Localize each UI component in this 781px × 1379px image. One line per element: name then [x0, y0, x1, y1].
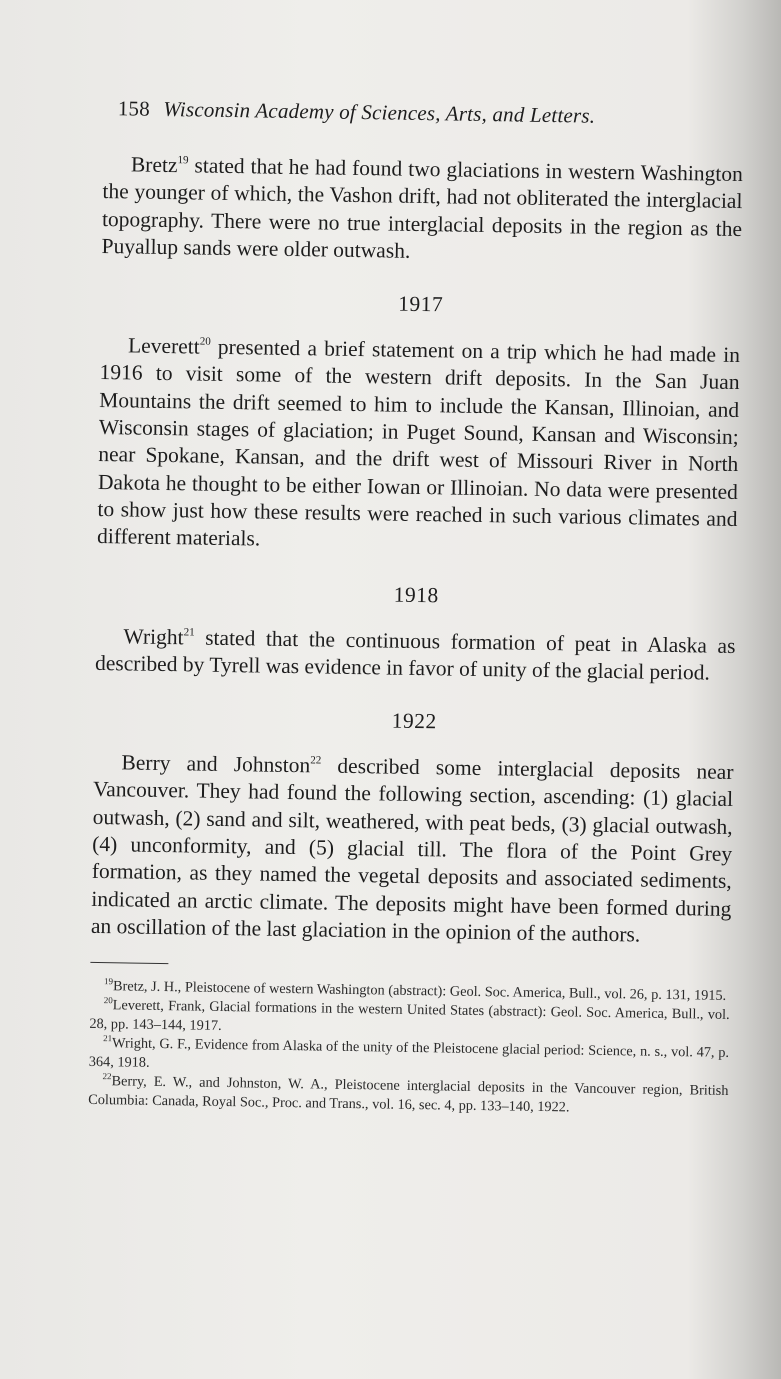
- paragraph-berry-johnston: [91, 749, 734, 950]
- author-name: Wright: [123, 623, 184, 649]
- paragraph-text: stated that the continuous formation of peat in Alaska as described by Tyrell was evidence in favor of unity of the glacial period.: [94, 625, 736, 685]
- paragraph-wright: [95, 622, 736, 687]
- footnote-ref: 22: [310, 754, 322, 767]
- footnote-number: 19: [104, 976, 114, 987]
- page-number: 158: [117, 96, 151, 121]
- footnote-number: 20: [103, 995, 113, 1006]
- footnote-text: Bretz, J. H., Pleistocene of western Washington (abstract): Geol. Soc. America, Bull., vol. 26, p. 131, 1915.: [112, 978, 727, 1005]
- paragraph-text: stated that he had found two glaciations in western Washington the younger of which, the Vashon drift, had not obliterated the interglacial topography. There were no true interglacial deposits in the region as the Puyallup sands were older outwash.: [101, 153, 744, 263]
- year-heading: 1917: [398, 291, 444, 317]
- footnote-ref: 20: [199, 335, 211, 348]
- footnote-ref: 19: [177, 154, 189, 167]
- journal-title: Wisconsin Academy of Sciences, Arts, and Letters.: [163, 96, 596, 128]
- paragraph-text: presented a brief statement on a trip which he had made in 1916 to visit some of the western drift deposits. In the San Juan Mountains the drift seemed to him to include the Kansan, Illinoian, and Wisconsin stages of glaciation; in Puget Sound, Kansan and Wisconsin; near Spokane, Kansan, and the drift west of Missouri River in North Dakota he thought to be either Iowan or Illinoian. No data were presented to show just how these results were reached in such various climates and different materials.: [96, 334, 741, 551]
- author-name: Berry and Johnston: [121, 750, 311, 778]
- footnotes: [88, 977, 730, 1120]
- footnote-number: 21: [103, 1033, 113, 1044]
- author-name: Bretz: [130, 152, 178, 178]
- footnote-divider: [90, 962, 168, 964]
- paragraph-bretz: [101, 151, 743, 270]
- footnote-text: Wright, G. F., Evidence from Alaska of the unity of the Pleistocene glacial period: Science, n. s., vol. 47, p. 364, 1918.: [88, 1035, 730, 1072]
- page-content: [88, 96, 744, 1120]
- paragraph-text: described some interglacial deposits near Vancouver. They had found the following section, ascending: (1) glacial outwash, (2) sand and silt, weathered, with peat beds, (3) glacial outwash, (4) unconformity, and (5) glacial till. The flora of the Point Grey formation, as they named the vegetal deposits and associated sediments, indicated an arctic climate. The deposits might have been formed during an oscillation of the last glaciation in the opinion of the authors.: [90, 753, 734, 947]
- footnote-text: Berry, E. W., and Johnston, W. A., Pleistocene interglacial deposits in the Vancouver region, British Columbia: Canada, Royal Soc., Proc. and Trans., vol. 16, sec. 4, pp. 133–140, 1922.: [88, 1073, 729, 1116]
- year-heading: 1918: [393, 582, 439, 607]
- year-heading: 1922: [391, 708, 437, 734]
- paragraph-leverett: [97, 332, 740, 560]
- running-head: [118, 96, 744, 131]
- footnote-ref: 21: [183, 625, 195, 639]
- author-name: Leverett: [127, 333, 200, 359]
- footnote-number: 22: [102, 1071, 112, 1082]
- footnote-text: Leverett, Frank, Glacial formations in the western United States (abstract): Geol. Soc. America, Bull., vol. 28, pp. 143–144, 1917.: [89, 997, 730, 1035]
